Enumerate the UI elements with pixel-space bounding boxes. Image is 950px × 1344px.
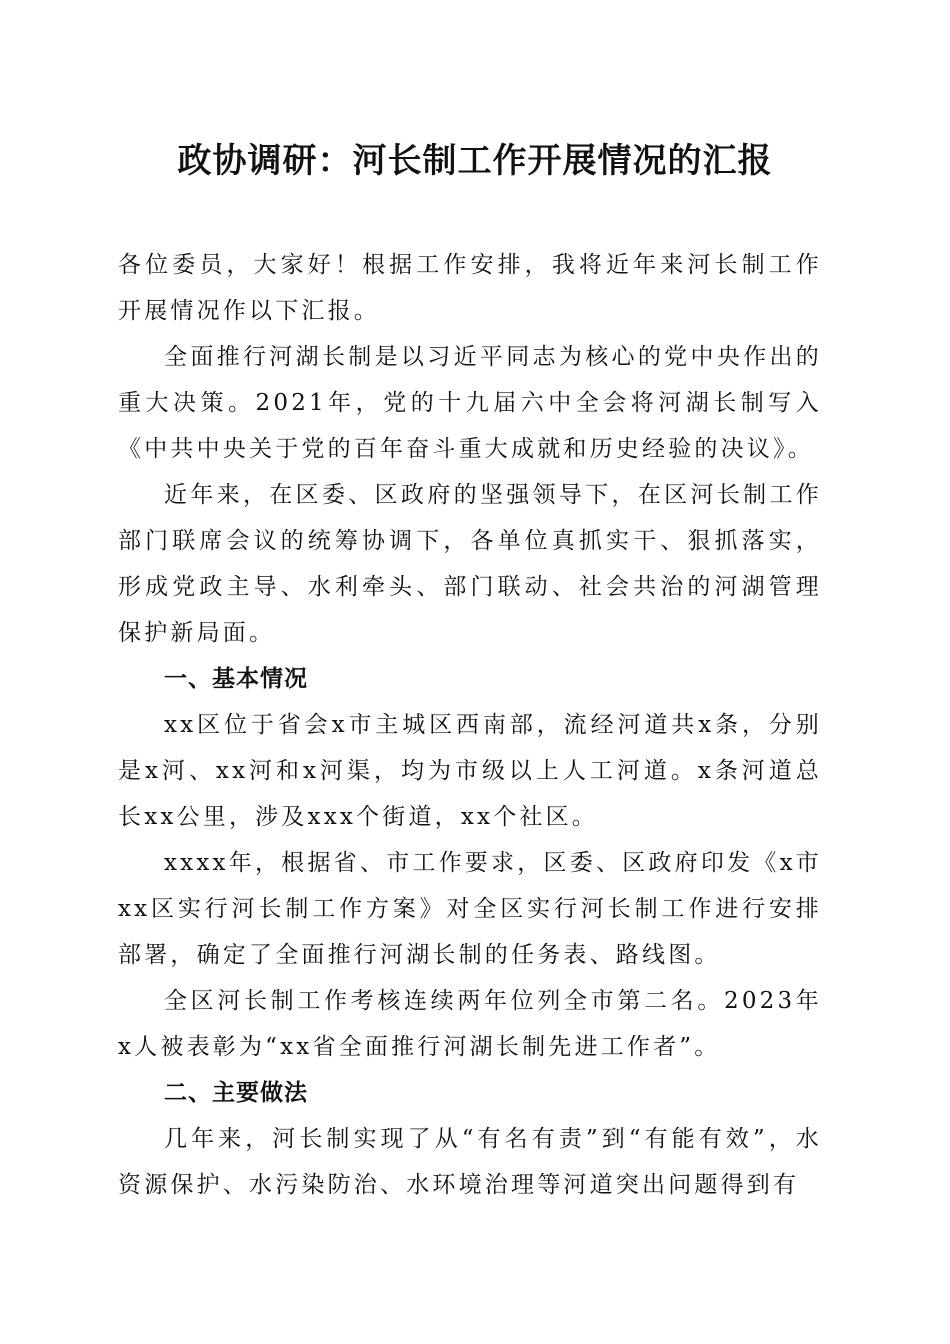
intro-paragraph: 全面推行河湖长制是以习近平同志为核心的党中央作出的重大决策。2021年，党的十九届六中全会将河湖长制写入《中共中央关于党的百年奋斗重大成就和历史经验的决议》。: [118, 344, 822, 462]
document-body: [118, 242, 822, 1208]
section-heading-basic-situation: 一、基本情况: [164, 666, 308, 692]
intro-paragraph: 近年来，在区委、区政府的坚强领导下，在区河长制工作部门联席会议的统筹协调下，各单位真抓实干、狠抓落实，形成党政主导、水利牵头、部门联动、社会共治的河湖管理保护新局面。: [118, 482, 822, 646]
section-paragraph: 全区河长制工作考核连续两年位列全市第二名。2023年x人被表彰为“xx省全面推行河湖长制先进工作者”。: [118, 988, 822, 1060]
section-paragraph: 几年来，河长制实现了从“有名有责”到“有能有效”，水资源保护、水污染防治、水环境治理等河道突出问题得到有: [118, 1126, 822, 1198]
section-paragraph: xx区位于省会x市主城区西南部，流经河道共x条，分别是x河、xx河和x河渠，均为市级以上人工河道。x条河道总长xx公里，涉及xxx个街道，xx个社区。: [118, 712, 822, 830]
document-title: 政协调研：河长制工作开展情况的汇报: [177, 141, 773, 181]
section-paragraph: xxxx年，根据省、市工作要求，区委、区政府印发《x市xx区实行河长制工作方案》对全区实行河长制工作进行安排部署，确定了全面推行河湖长制的任务表、路线图。: [118, 850, 822, 968]
opening-paragraph: 各位委员，大家好！根据工作安排，我将近年来河长制工作开展情况作以下汇报。: [118, 252, 822, 324]
section-heading-main-practices: 二、主要做法: [164, 1080, 308, 1106]
